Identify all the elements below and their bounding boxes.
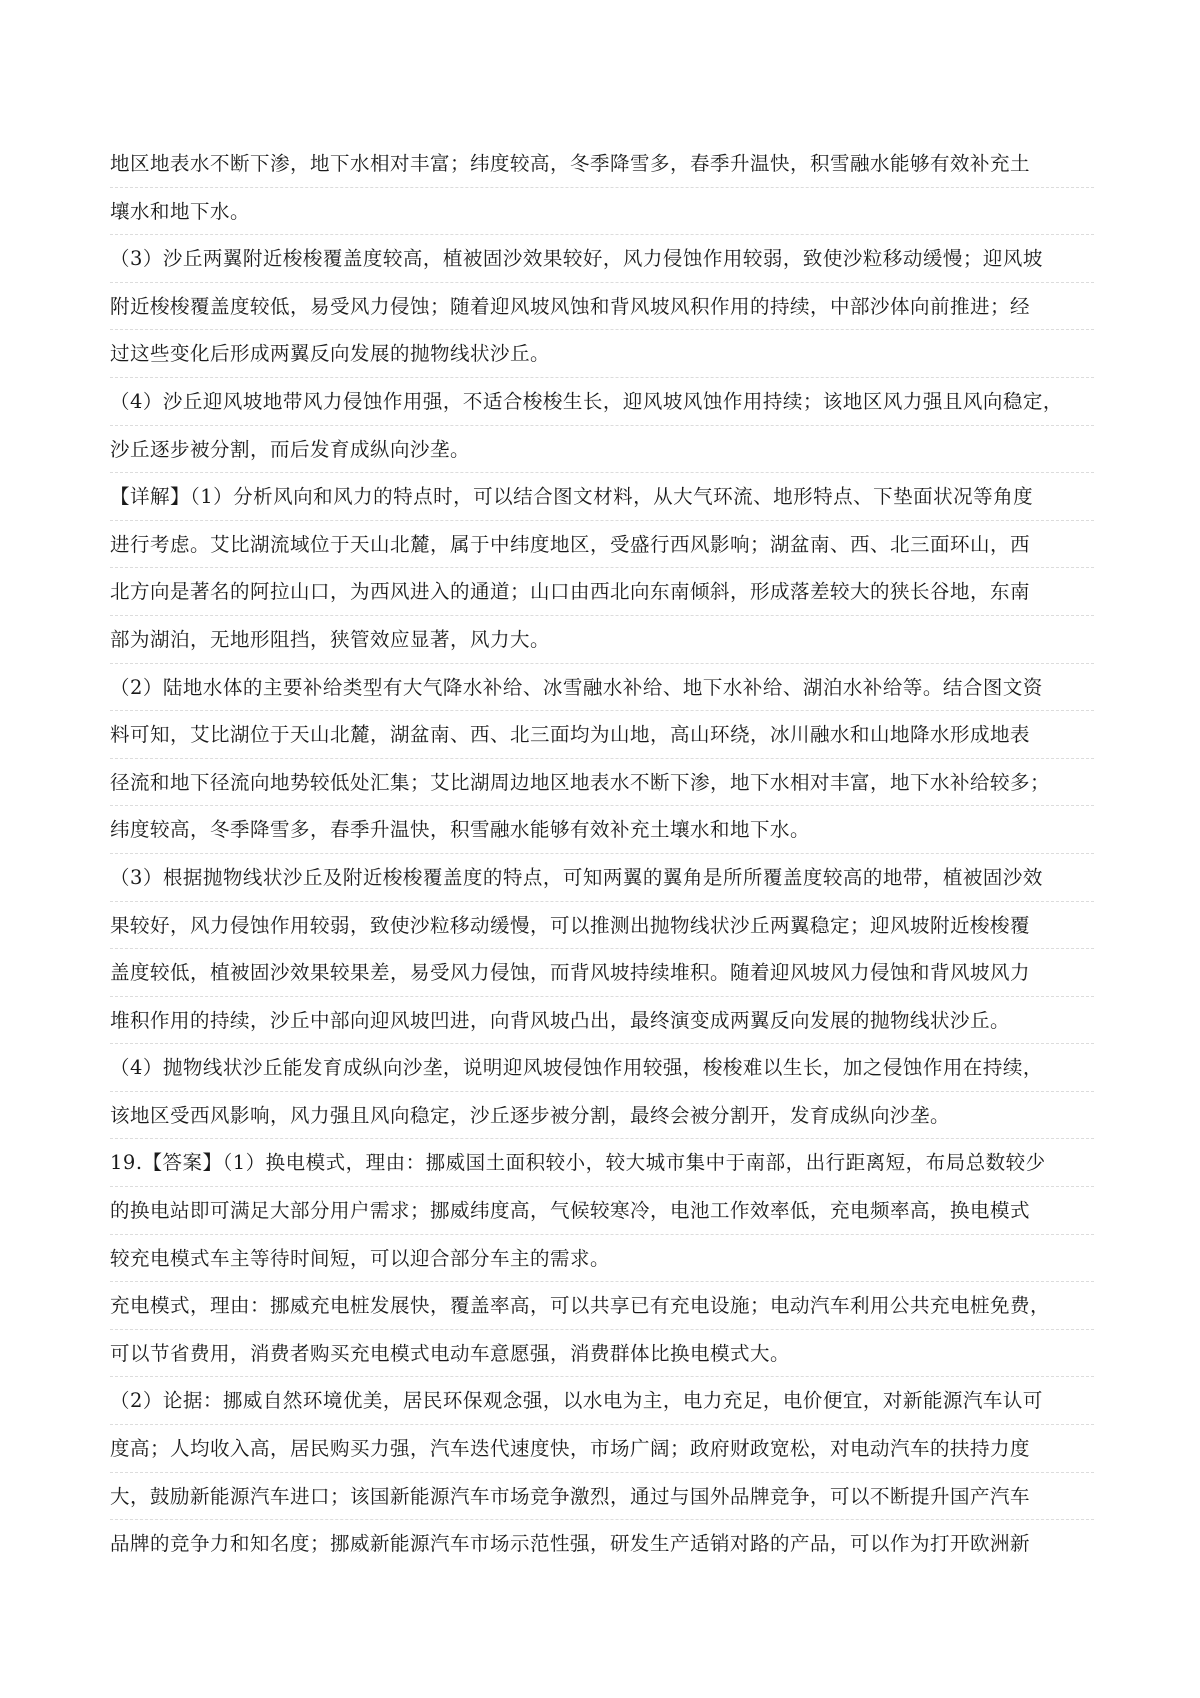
text-line: 部为湖泊，无地形阻挡，狭管效应显著，风力大。 <box>110 616 1094 664</box>
paragraph <box>110 1377 1094 1567</box>
text-line: 【详解】（1）分析风向和风力的特点时，可以结合图文材料，从大气环流、地形特点、下垫面状况等角度 <box>110 473 1094 521</box>
text-line: 可以节省费用，消费者购买充电模式电动车意愿强，消费群体比换电模式大。 <box>110 1330 1094 1378</box>
text-line: 该地区受西风影响，风力强且风向稳定，沙丘逐步被分割，最终会被分割开，发育成纵向沙垄。 <box>110 1092 1094 1140</box>
text-line: （3）沙丘两翼附近梭梭覆盖度较高，植被固沙效果较好，风力侵蚀作用较弱，致使沙粒移动缓慢；迎风坡 <box>110 235 1094 283</box>
text-line: 大，鼓励新能源汽车进口；该国新能源汽车市场竞争激烈，通过与国外品牌竞争，可以不断提升国产汽车 <box>110 1473 1094 1521</box>
text-line: 较充电模式车主等待时间短，可以迎合部分车主的需求。 <box>110 1235 1094 1283</box>
text-line: （4）抛物线状沙丘能发育成纵向沙垄，说明迎风坡侵蚀作用较强，梭梭难以生长，加之侵蚀作用在持续， <box>110 1044 1094 1092</box>
text-line: （3）根据抛物线状沙丘及附近梭梭覆盖度的特点，可知两翼的翼角是所所覆盖度较高的地带，植被固沙效 <box>110 854 1094 902</box>
text-line: 充电模式，理由：挪威充电桩发展快，覆盖率高，可以共享已有充电设施；电动汽车利用公共充电桩免费， <box>110 1282 1094 1330</box>
text-line: 进行考虑。艾比湖流域位于天山北麓，属于中纬度地区，受盛行西风影响；湖盆南、西、北三面环山，西 <box>110 521 1094 569</box>
text-line: 堆积作用的持续，沙丘中部向迎风坡凹进，向背风坡凸出，最终演变成两翼反向发展的抛物线状沙丘。 <box>110 997 1094 1045</box>
text-line: （2）陆地水体的主要补给类型有大气降水补给、冰雪融水补给、地下水补给、湖泊水补给等。结合图文资 <box>110 664 1094 712</box>
paragraph <box>110 378 1094 473</box>
text-line: 过这些变化后形成两翼反向发展的抛物线状沙丘。 <box>110 330 1094 378</box>
text-line: 的换电站即可满足大部分用户需求；挪威纬度高，气候较寒冷，电池工作效率低，充电频率高，换电模式 <box>110 1187 1094 1235</box>
paragraph <box>110 664 1094 854</box>
text-line: 壤水和地下水。 <box>110 188 1094 236</box>
text-line: （4）沙丘迎风坡地带风力侵蚀作用强，不适合梭梭生长，迎风坡风蚀作用持续；该地区风力强且风向稳定， <box>110 378 1094 426</box>
text-line: 品牌的竞争力和知名度；挪威新能源汽车市场示范性强，研发生产适销对路的产品，可以作为打开欧洲新 <box>110 1532 1031 1556</box>
text-line: 盖度较低，植被固沙效果较果差，易受风力侵蚀，而背风坡持续堆积。随着迎风坡风力侵蚀和背风坡风力 <box>110 949 1094 997</box>
text-line: 北方向是著名的阿拉山口，为西风进入的通道；山口由西北向东南倾斜，形成落差较大的狭长谷地，东南 <box>110 568 1094 616</box>
text-line: 沙丘逐步被分割，而后发育成纵向沙垄。 <box>110 426 1094 474</box>
text-line: 料可知，艾比湖位于天山北麓，湖盆南、西、北三面均为山地，高山环绕，冰川融水和山地降水形成地表 <box>110 711 1094 759</box>
paragraph <box>110 854 1094 1044</box>
paragraph <box>110 1044 1094 1139</box>
text-line: 19.【答案】（1）换电模式，理由：挪威国土面积较小，较大城市集中于南部，出行距离短，布局总数较少 <box>110 1139 1094 1187</box>
text-line: （2）论据：挪威自然环境优美，居民环保观念强，以水电为主，电力充足，电价便宜，对新能源汽车认可 <box>110 1377 1094 1425</box>
paragraph <box>110 140 1094 235</box>
paragraph <box>110 235 1094 378</box>
text-line: 果较好，风力侵蚀作用较弱，致使沙粒移动缓慢，可以推测出抛物线状沙丘两翼稳定；迎风坡附近梭梭覆 <box>110 902 1094 950</box>
paragraph <box>110 1139 1094 1282</box>
text-line: 地区地表水不断下渗，地下水相对丰富；纬度较高，冬季降雪多，春季升温快，积雪融水能够有效补充土 <box>110 140 1094 188</box>
document-page <box>110 140 1094 1568</box>
text-line: 度高；人均收入高，居民购买力强，汽车迭代速度快，市场广阔；政府财政宽松，对电动汽车的扶持力度 <box>110 1425 1094 1473</box>
paragraph <box>110 473 1094 663</box>
text-line: 附近梭梭覆盖度较低，易受风力侵蚀；随着迎风坡风蚀和背风坡风积作用的持续，中部沙体向前推进；经 <box>110 283 1094 331</box>
text-line: 径流和地下径流向地势较低处汇集；艾比湖周边地区地表水不断下渗，地下水相对丰富，地下水补给较多； <box>110 759 1094 807</box>
paragraph <box>110 1282 1094 1377</box>
text-line: 纬度较高，冬季降雪多，春季升温快，积雪融水能够有效补充土壤水和地下水。 <box>110 806 1094 854</box>
